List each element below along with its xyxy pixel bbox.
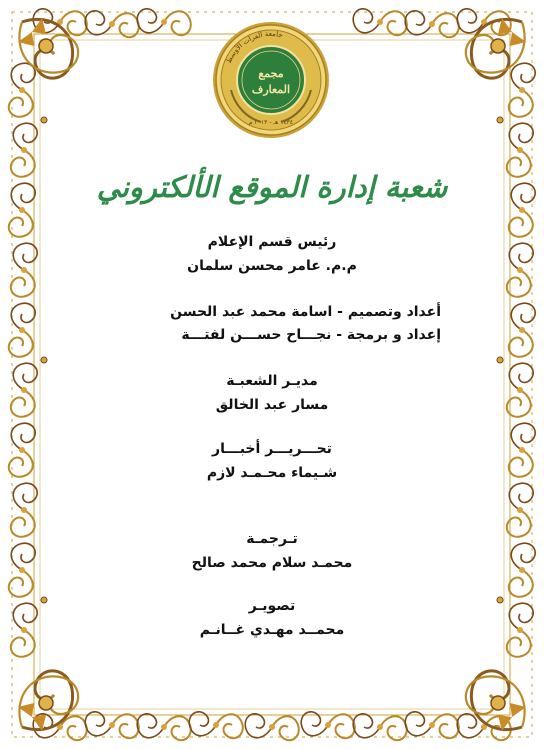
section-manager-role: مديـر الشعبـة [226, 373, 318, 389]
emblem-inner-line-2: المعارف [251, 83, 291, 96]
section-translation-name: محمـد سلام محمد صالح [191, 555, 353, 571]
section-news-role: تحـــريـــر أخبـــار [212, 441, 332, 457]
emblem-inner-line-1: مجمع [258, 67, 284, 80]
section-media-name: م.م. عامر محسن سلمان [187, 258, 357, 274]
section-translation-role: تـرجمـة [246, 531, 298, 547]
emblem-year: ١٤٣٤ هـ - ٢٠١٣ م [248, 119, 294, 126]
section-design-line-1: أعداد وتصميم - اسامة محمد عبد الحسن [170, 304, 441, 320]
section-manager-name: مسار عبد الخالق [215, 397, 329, 413]
section-photo-name: محمــد مهـدي غــانـم [199, 622, 345, 638]
emblem-ring-text: جامعة الفرات الأوسط [224, 29, 284, 65]
section-photo-role: تصويـر [248, 598, 296, 614]
university-emblem [211, 20, 331, 140]
section-news-name: شـيماء محـمـد لازم [206, 465, 338, 481]
section-media-role: رئيس قسم الإعلام [207, 234, 337, 250]
section-design-line-2: إعداد و برمجة - نجـــاح حســـن لفتـــة [181, 327, 441, 343]
page-title: شعبة إدارة الموقع الألكتروني [96, 170, 448, 204]
